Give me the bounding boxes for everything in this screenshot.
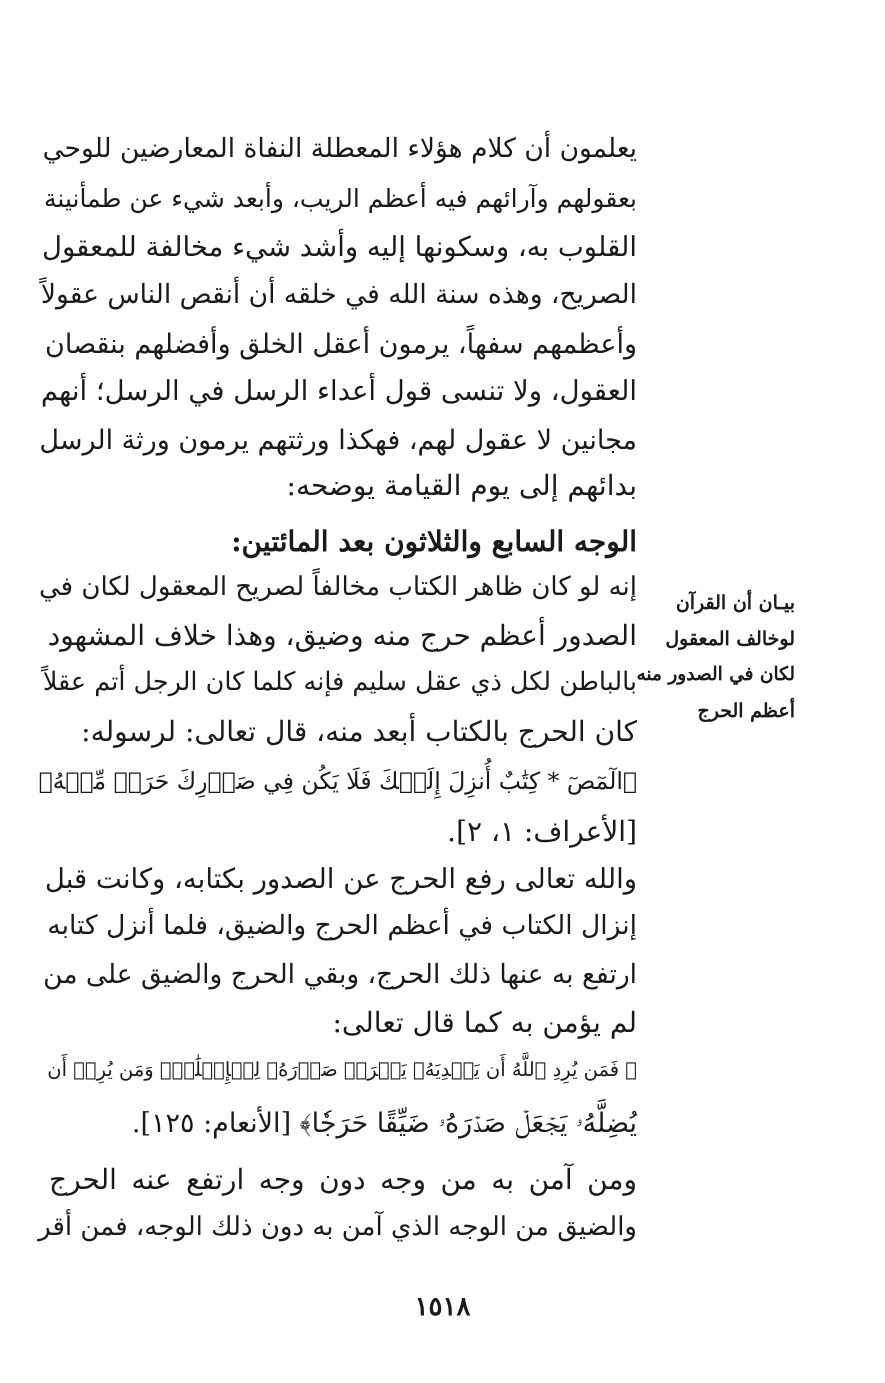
paragraph-2-line: كان الحرج بالكتاب أبعد منه، قال تعالى: لرسوله: — [81, 715, 637, 748]
paragraph-1-line: بعقولهم وآرائهم فيه أعظم الريب، وأبعد شيء عن طمأنينة — [44, 184, 637, 213]
paragraph-3-line: والله تعالى رفع الحرج عن الصدور بكتابه، وكانت قبل — [44, 863, 637, 895]
section-heading: الوجه السابع والثلاثون بعد المائتين: — [231, 525, 637, 558]
margin-note-line: أعظم الحرج — [697, 700, 795, 722]
paragraph-2-line: إنه لو كان ظاهر الكتاب مخالفاً لصريح المعقول لكان في — [39, 572, 637, 602]
quran-verse: ﴿الٓمٓصٓ * كِتَٰبٌ أُنزِلَ إِلَيۡكَ فَلَا يَكُن فِي صَدۡرِكَ حَرَجٞ مِّنۡهُ﴾ — [38, 767, 637, 795]
paragraph-1-line: يعلمون أن كلام هؤلاء المعطلة النفاة المعارضين للوحي — [42, 133, 637, 164]
margin-note-line: لكان في الصدور منه — [636, 664, 795, 685]
paragraph-1-line: القلوب به، وسكونها إليه وأشد شيء مخالفة للمعقول — [41, 231, 637, 263]
paragraph-3-line: ارتفع به عنها ذلك الحرج، وبقي الحرج والضيق على من — [43, 959, 637, 990]
paragraph-2-line: الصدور أعظم حرج منه وضيق، وهذا خلاف المشهود — [47, 619, 637, 652]
margin-note-line: لوخالف المعقول — [665, 628, 795, 650]
paragraph-3-line: إنزال الكتاب في أعظم الحرج والضيق، فلما أنزل كتابه — [47, 910, 637, 941]
paragraph-1-line: بدائهم إلى يوم القيامة يوضحه: — [286, 469, 637, 502]
paragraph-2-line: بالباطن لكل ذي عقل سليم فإنه كلما كان الرجل أتم عقلاً — [42, 667, 637, 697]
paragraph-4-line: والضيق من الوجه الذي آمن به دون ذلك الوجه، فمن أقر — [38, 1212, 637, 1242]
quran-reference: [الأعراف: ١، ٢]. — [447, 815, 637, 848]
quran-verse: ﴿ فَمَن يُرِدِ ٱللَّهُ أَن يَهۡدِيَهُۥ يَشۡرَحۡ صَدۡرَهُۥ لِلۡإِسۡلَٰمِۖ وَمَن يُرِدۡ أَن — [47, 1058, 637, 1081]
paragraph-1-line: العقول، ولا تنسى قول أعداء الرسل في الرسل؛ أنهم — [40, 375, 637, 407]
margin-note-line: بيـان أن القرآن — [675, 592, 795, 614]
page-number: ١٥١٨ — [414, 1292, 471, 1322]
margin-note — [636, 585, 795, 729]
paragraph-3-line: لم يؤمن به كما قال تعالى: — [332, 1006, 637, 1039]
quran-verse: يُضِلَّهُۥ يَجۡعَلۡ صَدۡرَهُۥ ضَيِّقًا حَرَجٗا﴾ [الأنعام: ١٢٥]. — [131, 1108, 637, 1139]
paragraph-4-line: ومن آمن به من وجه دون وجه ارتفع عنه الحرج — [49, 1163, 637, 1196]
paragraph-1-line: مجانين لا عقول لهم، فهكذا ورثتهم يرمون ورثة الرسل — [39, 425, 637, 456]
paragraph-1-line: وأعظمهم سفهاً، يرمون أعقل الخلق وأفضلهم بنقصان — [45, 329, 637, 360]
paragraph-1-line: الصريح، وهذه سنة الله في خلقه أن أنقص الناس عقولاً — [40, 279, 637, 310]
